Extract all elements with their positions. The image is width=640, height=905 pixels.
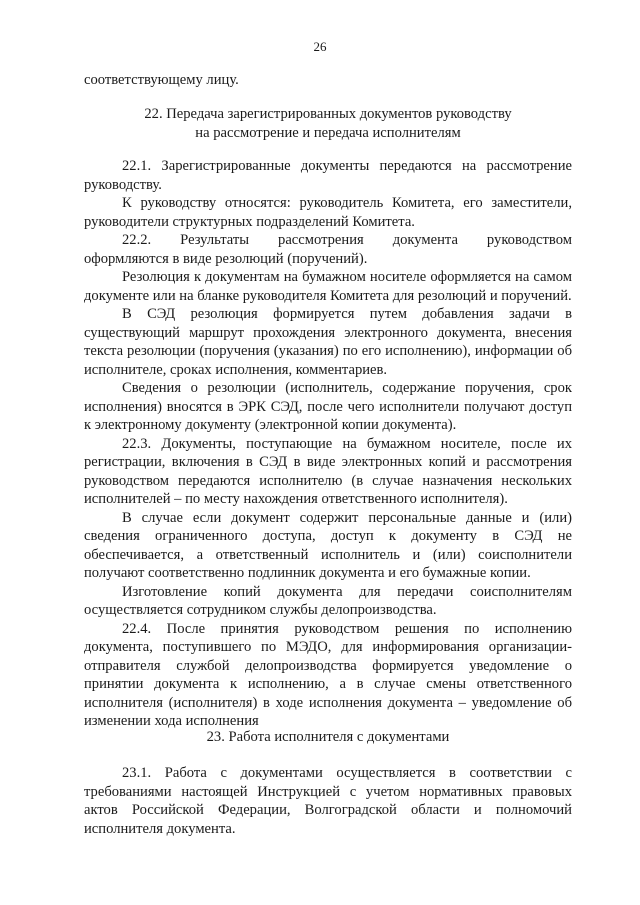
paragraph-resolution-paper: Резолюция к документам на бумажном носителе оформляется на самом документе или на бланке руководителя Комитета для резолюций и поручений. <box>84 269 572 304</box>
paragraph-22-3: 22.3. Документы, поступающие на бумажном носителе, после их регистрации, включения в СЭД в виде электронных копий и рассмотрения руководством передаются исполнителю (в случае назначения нескольких исполнителей – по месту нахождения ответственного исполнителя). <box>84 435 572 507</box>
paragraph-22-2-rest: оформляются в виде резолюций (поручений). <box>84 250 368 267</box>
paragraph-resolution-sed: В СЭД резолюция формируется путем добавления задачи в существующий маршрут прохождения электронного документа, внесения текста резолюции (поручения (указания) по его исполнению), информации об исполнителе, сроках исполнения, комментариев. <box>84 306 572 378</box>
paragraph-22-1: 22.1. Зарегистрированные документы передаются на рассмотрение руководству. <box>84 158 572 193</box>
section-23-heading <box>84 728 572 747</box>
p22-2-word-4: документа <box>392 232 458 248</box>
page-number: 26 <box>313 39 327 54</box>
p22-2-word-1: 22.2. <box>122 232 152 248</box>
section-23-body <box>84 764 572 838</box>
intro-text <box>84 71 572 90</box>
section-22-title-line1: 22. Передача зарегистрированных документов руководству <box>144 106 512 122</box>
p22-2-word-3: рассмотрения <box>278 232 364 248</box>
section-22-title-line2: на рассмотрение и передача исполнителям <box>195 124 461 141</box>
paragraph-resolution-info: Сведения о резолюции (исполнитель, содержание поручения, срок исполнения) вносятся в ЭРК СЭД, после чего исполнители получают доступ к электронному документу (электронной копии документа). <box>84 380 572 433</box>
section-22-body <box>84 157 572 731</box>
section-22-heading <box>84 105 572 142</box>
paragraph-22-1-managers: К руководству относятся: руководитель Комитета, его заместители, руководители структурных подразделений Комитета. <box>84 195 572 230</box>
paragraph-22-4: 22.4. После принятия руководством решения по исполнению документа, поступившего по МЭДО, для информирования организации-отправителя службой делопроизводства формируется уведомление о принятии документа к исполнению, а в случае смены ответственного исполнителя (исполнителя) в ходе исполнения документа – уведомление об изменении хода исполнения <box>84 620 572 729</box>
p22-2-word-2: Результаты <box>180 232 250 248</box>
paragraph-23-1: 23.1. Работа с документами осуществляется в соответствии с требованиями настоящей Инструкцией с учетом нормативных правовых актов Российской Федерации, Волгоградской области и полномочий исполнителя документа. <box>84 765 572 837</box>
paragraph-22-2-first-line <box>84 231 572 250</box>
intro-line: соответствующему лицу. <box>84 72 239 88</box>
p22-2-word-5: руководством <box>486 232 572 248</box>
paragraph-copies: Изготовление копий документа для передачи соисполнителям осуществляется сотрудником службы делопроизводства. <box>84 583 572 618</box>
section-23-title: 23. Работа исполнителя с документами <box>206 729 450 745</box>
paragraph-personal-data: В случае если документ содержит персональные данные и (или) сведения ограниченного доступа, доступ к документу в СЭД не обеспечивается, а ответственный исполнитель и (или) соисполнители получают соответственно подлинник документа и его бумажные копии. <box>84 509 572 581</box>
